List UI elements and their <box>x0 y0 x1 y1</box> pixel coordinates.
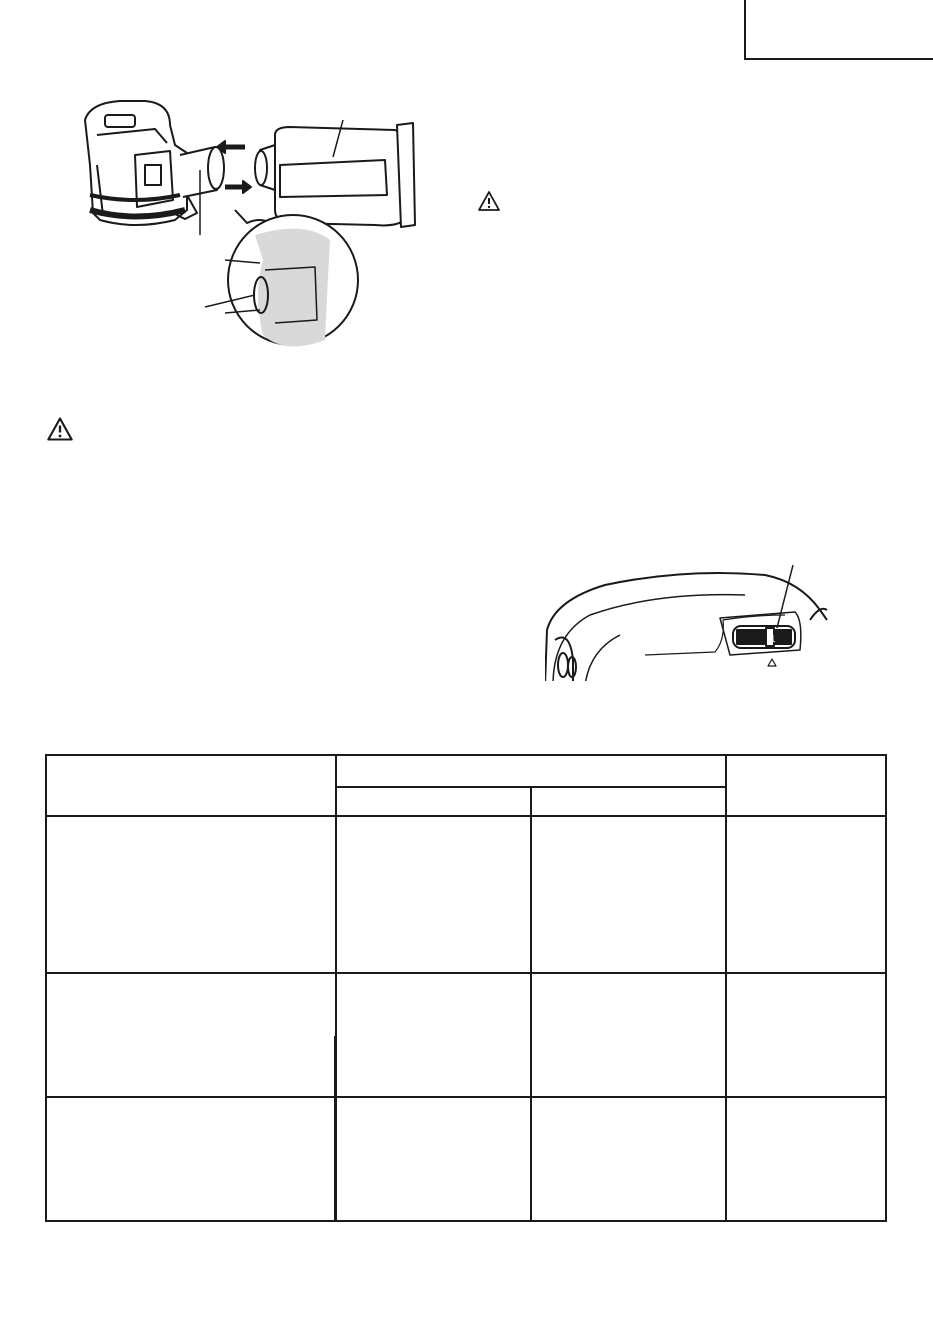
language-tab <box>744 0 933 60</box>
dial-setting-label: 1 <box>770 634 776 645</box>
spec-table <box>45 754 887 1222</box>
speed-dial-illustration <box>545 560 835 685</box>
warning-triangle-icon <box>477 190 501 212</box>
dust-bag-attach-illustration <box>75 95 435 375</box>
warning-triangle-icon <box>46 416 74 442</box>
